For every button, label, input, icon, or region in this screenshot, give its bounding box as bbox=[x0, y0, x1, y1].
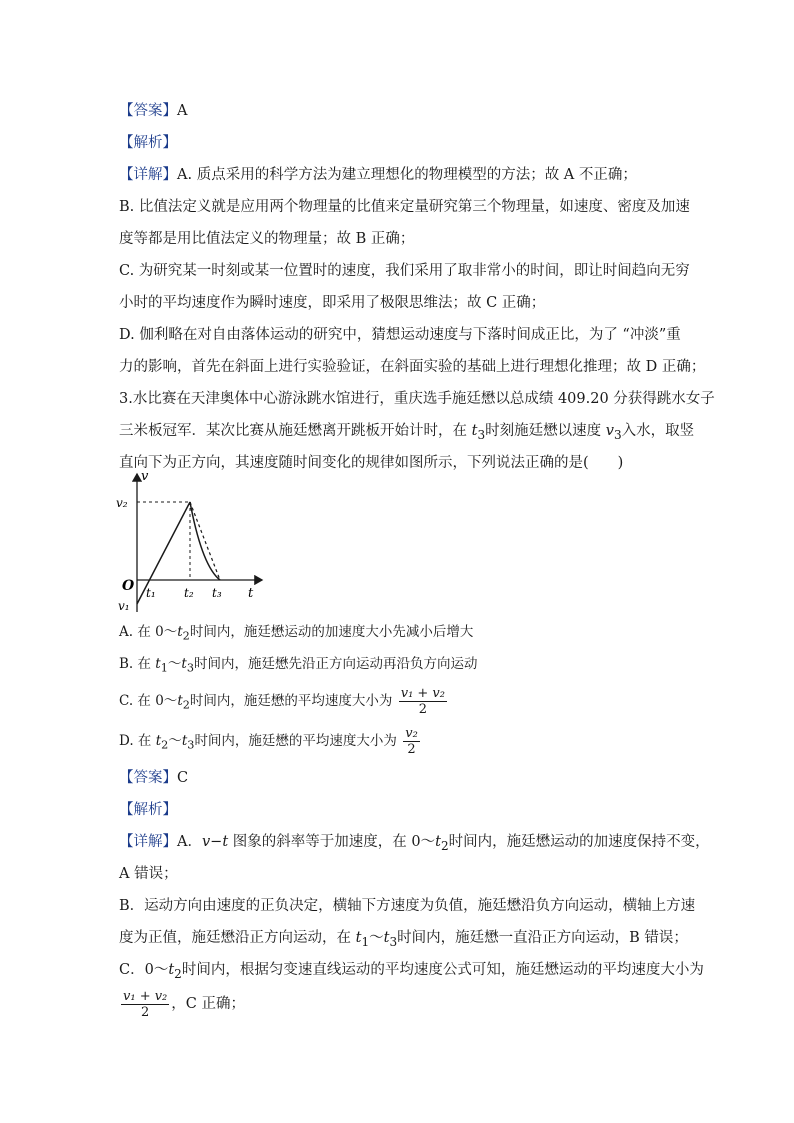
option-a-t: t bbox=[177, 624, 183, 640]
detail3-line-c1 bbox=[119, 960, 704, 984]
analysis-heading-3 bbox=[119, 800, 177, 820]
option-a-tsub: 2 bbox=[182, 629, 190, 643]
analysis3-tag: 【解析】 bbox=[119, 802, 177, 818]
detail3-c1-pre: C．0～ bbox=[119, 962, 169, 978]
detail3-c1-tsub: 2 bbox=[174, 966, 182, 981]
detail3-a1-t: t bbox=[435, 834, 441, 850]
option-d-t3: t bbox=[181, 733, 188, 749]
option-b-t1: t bbox=[155, 656, 161, 672]
detail3-b2-t3sub: 3 bbox=[389, 934, 398, 949]
detail3-a1-mid: 图象的斜率等于加速度，在 0～ bbox=[228, 834, 436, 850]
detail3-b2-pre: 度为正值，施廷懋沿正方向运动，在 bbox=[119, 930, 356, 946]
detail3-c1-t: t bbox=[168, 962, 175, 978]
option-d-pre: D. 在 bbox=[119, 733, 156, 749]
option-a-post: 时间内，施廷懋运动的加速度大小先减小后增大 bbox=[189, 624, 474, 640]
detail-line-b2: 度等都是用比值法定义的物理量；故 B 正确； bbox=[119, 231, 415, 247]
question-line-1: 3.水比赛在天津奥体中心游泳跳水馆进行，重庆选手施廷懋以总成绩 409.20 分获得跳水女子 bbox=[119, 391, 715, 407]
option-b-t1sub: 1 bbox=[160, 661, 168, 675]
answer-line-1 bbox=[119, 101, 187, 121]
q-v-symbol: v bbox=[605, 423, 614, 439]
q-t-symbol: t bbox=[471, 423, 478, 439]
detail3-b2-t3: t bbox=[383, 930, 390, 946]
detail-tag: 【详解】 bbox=[119, 167, 177, 183]
detail3-line-a1 bbox=[119, 832, 710, 856]
analysis-heading-1 bbox=[119, 133, 177, 153]
option-b bbox=[119, 654, 478, 679]
option-d bbox=[119, 724, 422, 763]
option-d-fraction bbox=[403, 726, 420, 757]
detail3-b2-mid: ～ bbox=[369, 930, 384, 946]
detail3-line-a2: A 错误； bbox=[119, 866, 178, 882]
option-b-post: 时间内，施廷懋先沿正方向运动再沿负方向运动 bbox=[194, 656, 478, 672]
option-c-num: v₁ + v₂ bbox=[400, 686, 445, 701]
option-d-t2: t bbox=[155, 733, 162, 749]
q-v-sub: 3 bbox=[613, 427, 622, 442]
detail3-c2-den: 2 bbox=[141, 1004, 150, 1020]
detail3-b2-t1: t bbox=[355, 930, 362, 946]
detail-line-b1: B. 比值法定义就是应用两个物理量的比值来定量研究第三个物理量，如速度、密度及加速 bbox=[119, 199, 690, 215]
detail-a-text: A. 质点采用的科学方法为建立理想化的物理模型的方法；故 A 不正确； bbox=[177, 167, 637, 183]
detail-line-c2: 小时的平均速度作为瞬时速度，即采用了极限思维法；故 C 正确； bbox=[119, 295, 546, 311]
option-b-t3sub: 3 bbox=[186, 661, 195, 675]
option-b-t3: t bbox=[181, 656, 187, 672]
velocity-time-graph bbox=[112, 466, 272, 614]
detail-line-c1: C. 为研究某一时刻或某一位置时的速度，我们采用了取非常小的时间，即让时间趋向无穷 bbox=[119, 263, 690, 279]
detail3-b2-post: 时间内，施廷懋一直沿正方向运动，B 错误； bbox=[397, 930, 688, 946]
detail3-a1-post: 时间内，施廷懋运动的加速度保持不变， bbox=[448, 834, 710, 850]
detail3-a1-vt: v−t bbox=[201, 834, 229, 850]
detail3-c1-post: 时间内，根据匀变速直线运动的平均速度公式可知，施廷懋运动的平均速度大小为 bbox=[181, 962, 704, 978]
detail3-line-c2 bbox=[119, 986, 245, 1022]
option-c bbox=[119, 684, 449, 723]
v-axis-label: v bbox=[141, 469, 149, 484]
option-b-pre: B. 在 bbox=[119, 656, 156, 672]
answer3-value: C bbox=[177, 770, 189, 786]
question-line-3: 直向下为正方向，其速度随时间变化的规律如图所示，下列说法正确的是( ) bbox=[119, 455, 624, 471]
detail3-c2-fraction bbox=[121, 989, 169, 1020]
option-c-t: t bbox=[177, 693, 183, 709]
option-a-pre: A. 在 0～ bbox=[119, 624, 178, 640]
t1-label: t₁ bbox=[146, 586, 156, 600]
detail-line-d2: 力的影响，首先在斜面上进行实验验证，在斜面实验的基础上进行理想化推理；故 D 正确； bbox=[119, 359, 706, 375]
option-d-post: 时间内，施廷懋的平均速度大小为 bbox=[194, 733, 397, 749]
option-c-tsub: 2 bbox=[182, 698, 190, 712]
detail3-b2-t1sub: 1 bbox=[361, 934, 370, 949]
answer3-tag: 【答案】 bbox=[119, 770, 177, 786]
analysis-tag: 【解析】 bbox=[119, 135, 177, 151]
linear-decline bbox=[190, 502, 220, 580]
option-d-num: v₂ bbox=[405, 726, 418, 741]
option-d-t2sub: 2 bbox=[161, 738, 169, 752]
origin-label: O bbox=[122, 578, 135, 594]
option-c-den: 2 bbox=[418, 702, 427, 717]
option-d-t3sub: 3 bbox=[187, 738, 195, 752]
detail3-a1-pre: A． bbox=[177, 834, 202, 850]
v2-label: v₂ bbox=[116, 496, 128, 510]
t3-label: t₃ bbox=[212, 586, 222, 600]
detail3-tag: 【详解】 bbox=[119, 834, 177, 850]
answer-line-3 bbox=[119, 768, 188, 788]
velocity-line bbox=[137, 502, 190, 604]
question-line-2 bbox=[119, 421, 694, 445]
detail-line-a bbox=[119, 165, 637, 185]
answer-tag: 【答案】 bbox=[119, 103, 177, 119]
option-b-mid: ～ bbox=[167, 656, 182, 672]
option-a bbox=[119, 622, 473, 647]
detail3-line-b2 bbox=[119, 928, 688, 952]
option-c-pre: C. 在 0～ bbox=[119, 693, 178, 709]
v1-label: v₁ bbox=[118, 599, 130, 613]
detail-line-d1: D. 伽利略在对自由落体运动的研究中，猜想运动速度与下落时间成正比，为了 “冲淡”重 bbox=[119, 327, 681, 343]
detail3-c2-num: v₁ + v₂ bbox=[123, 988, 168, 1004]
q-text-b: 时刻施廷懋以速度 bbox=[485, 423, 606, 439]
option-d-mid: ～ bbox=[168, 733, 182, 749]
option-d-den: 2 bbox=[407, 742, 416, 757]
option-c-fraction bbox=[399, 686, 447, 717]
detail3-line-b1: B．运动方向由速度的正负决定，横轴下方速度为负值，施廷懋沿负方向运动，横轴上方速 bbox=[119, 898, 696, 914]
q-text-c: 入水，取竖 bbox=[621, 423, 695, 439]
t2-label: t₂ bbox=[184, 586, 194, 600]
answer-value: A bbox=[177, 103, 188, 119]
q-text-a: 三米板冠军．某次比赛从施廷懋离开跳板开始计时，在 bbox=[119, 423, 472, 439]
detail3-c2-post: ，C 正确； bbox=[171, 996, 245, 1012]
option-c-post: 时间内，施廷懋的平均速度大小为 bbox=[189, 693, 393, 709]
t-axis-label: t bbox=[248, 586, 254, 601]
detail3-a1-tsub: 2 bbox=[440, 838, 449, 853]
q-t-sub: 3 bbox=[477, 427, 486, 442]
